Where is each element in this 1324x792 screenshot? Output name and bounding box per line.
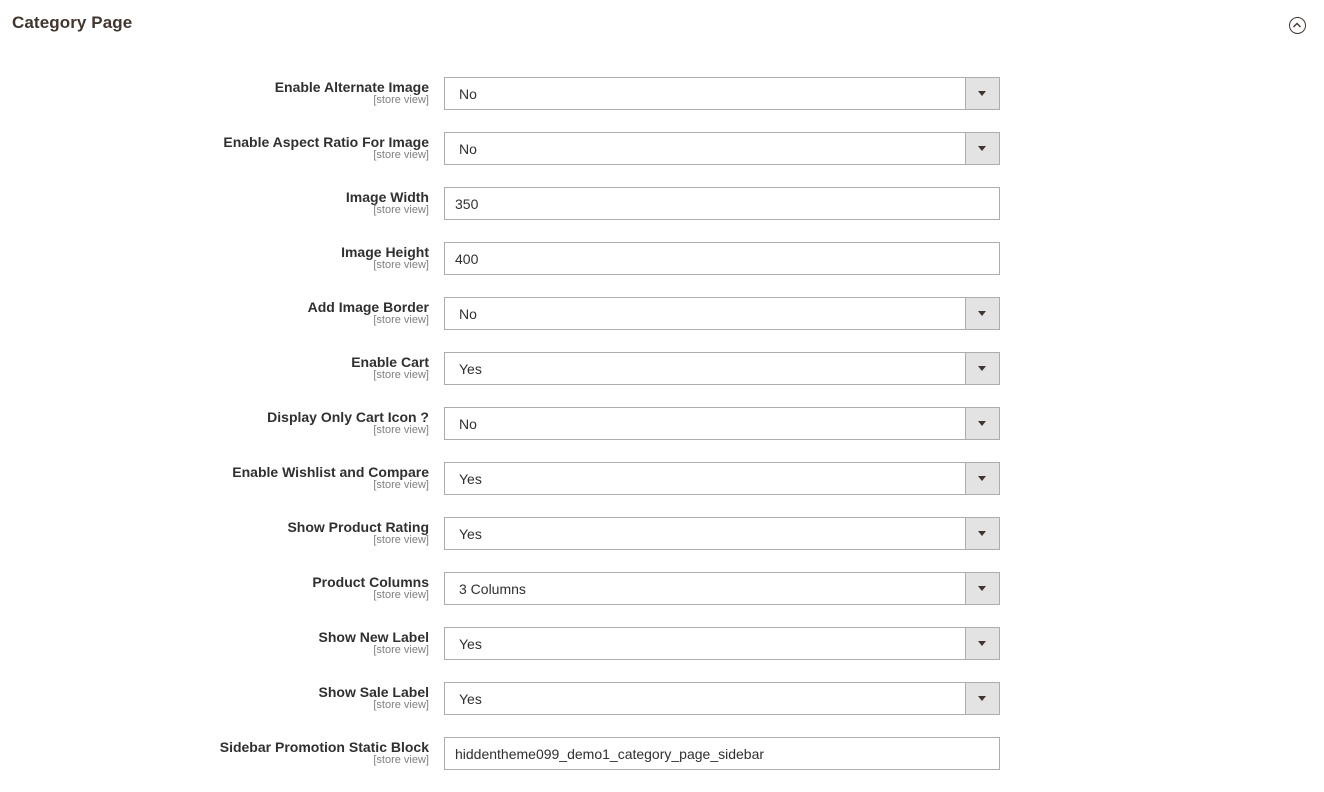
- select-value: No: [459, 141, 477, 157]
- field-row: [0, 132, 1324, 187]
- field-label-group: [9, 627, 429, 656]
- field-label: Show Sale Label: [318, 684, 429, 700]
- field-label: Display Only Cart Icon ?: [267, 409, 429, 425]
- field-scope: [store view]: [373, 479, 429, 491]
- caret-down-icon: [978, 91, 986, 96]
- field-row: [0, 737, 1324, 792]
- field-label: Add Image Border: [307, 299, 429, 315]
- field-label-group: [9, 572, 429, 601]
- dropdown-button[interactable]: [965, 408, 999, 439]
- select-value: Yes: [459, 691, 482, 707]
- field-label: Enable Aspect Ratio For Image: [223, 134, 429, 150]
- field-row: [0, 462, 1324, 517]
- field-label: Sidebar Promotion Static Block: [219, 739, 429, 755]
- field-row: [0, 242, 1324, 297]
- show-product-rating-select[interactable]: [444, 517, 1000, 550]
- field-scope: [store view]: [373, 589, 429, 601]
- field-scope: [store view]: [373, 314, 429, 326]
- input-value: 350: [455, 196, 479, 212]
- field-label: Image Width: [345, 189, 429, 205]
- field-scope: [store view]: [373, 94, 429, 106]
- field-label-group: [9, 132, 429, 161]
- field-row: [0, 187, 1324, 242]
- caret-down-icon: [978, 531, 986, 536]
- field-label-group: [9, 407, 429, 436]
- field-scope: [store view]: [373, 644, 429, 656]
- enable-alternate-image-select[interactable]: [444, 77, 1000, 110]
- field-row: [0, 297, 1324, 352]
- input-value: hiddentheme099_demo1_category_page_sidebar: [455, 746, 765, 762]
- field-scope: [store view]: [373, 754, 429, 766]
- caret-down-icon: [978, 146, 986, 151]
- dropdown-button[interactable]: [965, 298, 999, 329]
- select-value: No: [459, 306, 477, 322]
- field-row: [0, 407, 1324, 462]
- dropdown-button[interactable]: [965, 78, 999, 109]
- field-row: [0, 517, 1324, 572]
- select-value: No: [459, 86, 477, 102]
- section-title: Category Page: [12, 13, 133, 32]
- enable-cart-select[interactable]: [444, 352, 1000, 385]
- caret-down-icon: [978, 366, 986, 371]
- field-label: Enable Wishlist and Compare: [232, 464, 429, 480]
- field-label: Image Height: [341, 244, 429, 260]
- field-label-group: [9, 517, 429, 546]
- dropdown-button[interactable]: [965, 628, 999, 659]
- field-row: [0, 572, 1324, 627]
- caret-down-icon: [978, 586, 986, 591]
- caret-down-icon: [978, 421, 986, 426]
- field-label-group: [9, 462, 429, 491]
- field-label: Enable Alternate Image: [274, 79, 429, 95]
- input-value: 400: [455, 251, 479, 267]
- caret-down-icon: [978, 311, 986, 316]
- show-new-label-select[interactable]: [444, 627, 1000, 660]
- field-label-group: [9, 682, 429, 711]
- enable-aspect-ratio-select[interactable]: [444, 132, 1000, 165]
- product-columns-select[interactable]: [444, 572, 1000, 605]
- caret-down-icon: [978, 696, 986, 701]
- field-scope: [store view]: [373, 204, 429, 216]
- show-sale-label-select[interactable]: [444, 682, 1000, 715]
- field-scope: [store view]: [373, 369, 429, 381]
- select-value: Yes: [459, 636, 482, 652]
- select-value: Yes: [459, 361, 482, 377]
- display-only-cart-icon-select[interactable]: [444, 407, 1000, 440]
- field-label-group: [9, 297, 429, 326]
- image-height-input[interactable]: [444, 242, 1000, 275]
- field-label: Enable Cart: [351, 354, 429, 370]
- dropdown-button[interactable]: [965, 463, 999, 494]
- dropdown-button[interactable]: [965, 573, 999, 604]
- select-value: No: [459, 416, 477, 432]
- field-scope: [store view]: [373, 259, 429, 271]
- chevron-up-circle-icon[interactable]: [1289, 17, 1306, 34]
- image-width-input[interactable]: [444, 187, 1000, 220]
- field-scope: [store view]: [373, 149, 429, 161]
- dropdown-button[interactable]: [965, 518, 999, 549]
- field-row: [0, 627, 1324, 682]
- field-row: [0, 682, 1324, 737]
- field-label-group: [9, 737, 429, 766]
- dropdown-button[interactable]: [965, 683, 999, 714]
- field-row: [0, 77, 1324, 132]
- select-value: Yes: [459, 526, 482, 542]
- sidebar-promotion-static-block-input[interactable]: [444, 737, 1000, 770]
- dropdown-button[interactable]: [965, 353, 999, 384]
- dropdown-button[interactable]: [965, 133, 999, 164]
- config-fields: [0, 77, 1324, 792]
- caret-down-icon: [978, 476, 986, 481]
- field-label: Show New Label: [318, 629, 429, 645]
- select-value: Yes: [459, 471, 482, 487]
- caret-down-icon: [978, 641, 986, 646]
- field-scope: [store view]: [373, 699, 429, 711]
- select-value: 3 Columns: [459, 581, 526, 597]
- field-label-group: [9, 242, 429, 271]
- add-image-border-select[interactable]: [444, 297, 1000, 330]
- field-scope: [store view]: [373, 534, 429, 546]
- field-scope: [store view]: [373, 424, 429, 436]
- enable-wishlist-compare-select[interactable]: [444, 462, 1000, 495]
- field-label-group: [9, 352, 429, 381]
- field-row: [0, 352, 1324, 407]
- section-header[interactable]: [0, 0, 1324, 52]
- field-label: Product Columns: [312, 574, 429, 590]
- field-label-group: [9, 187, 429, 216]
- field-label: Show Product Rating: [287, 519, 429, 535]
- field-label-group: [9, 77, 429, 106]
